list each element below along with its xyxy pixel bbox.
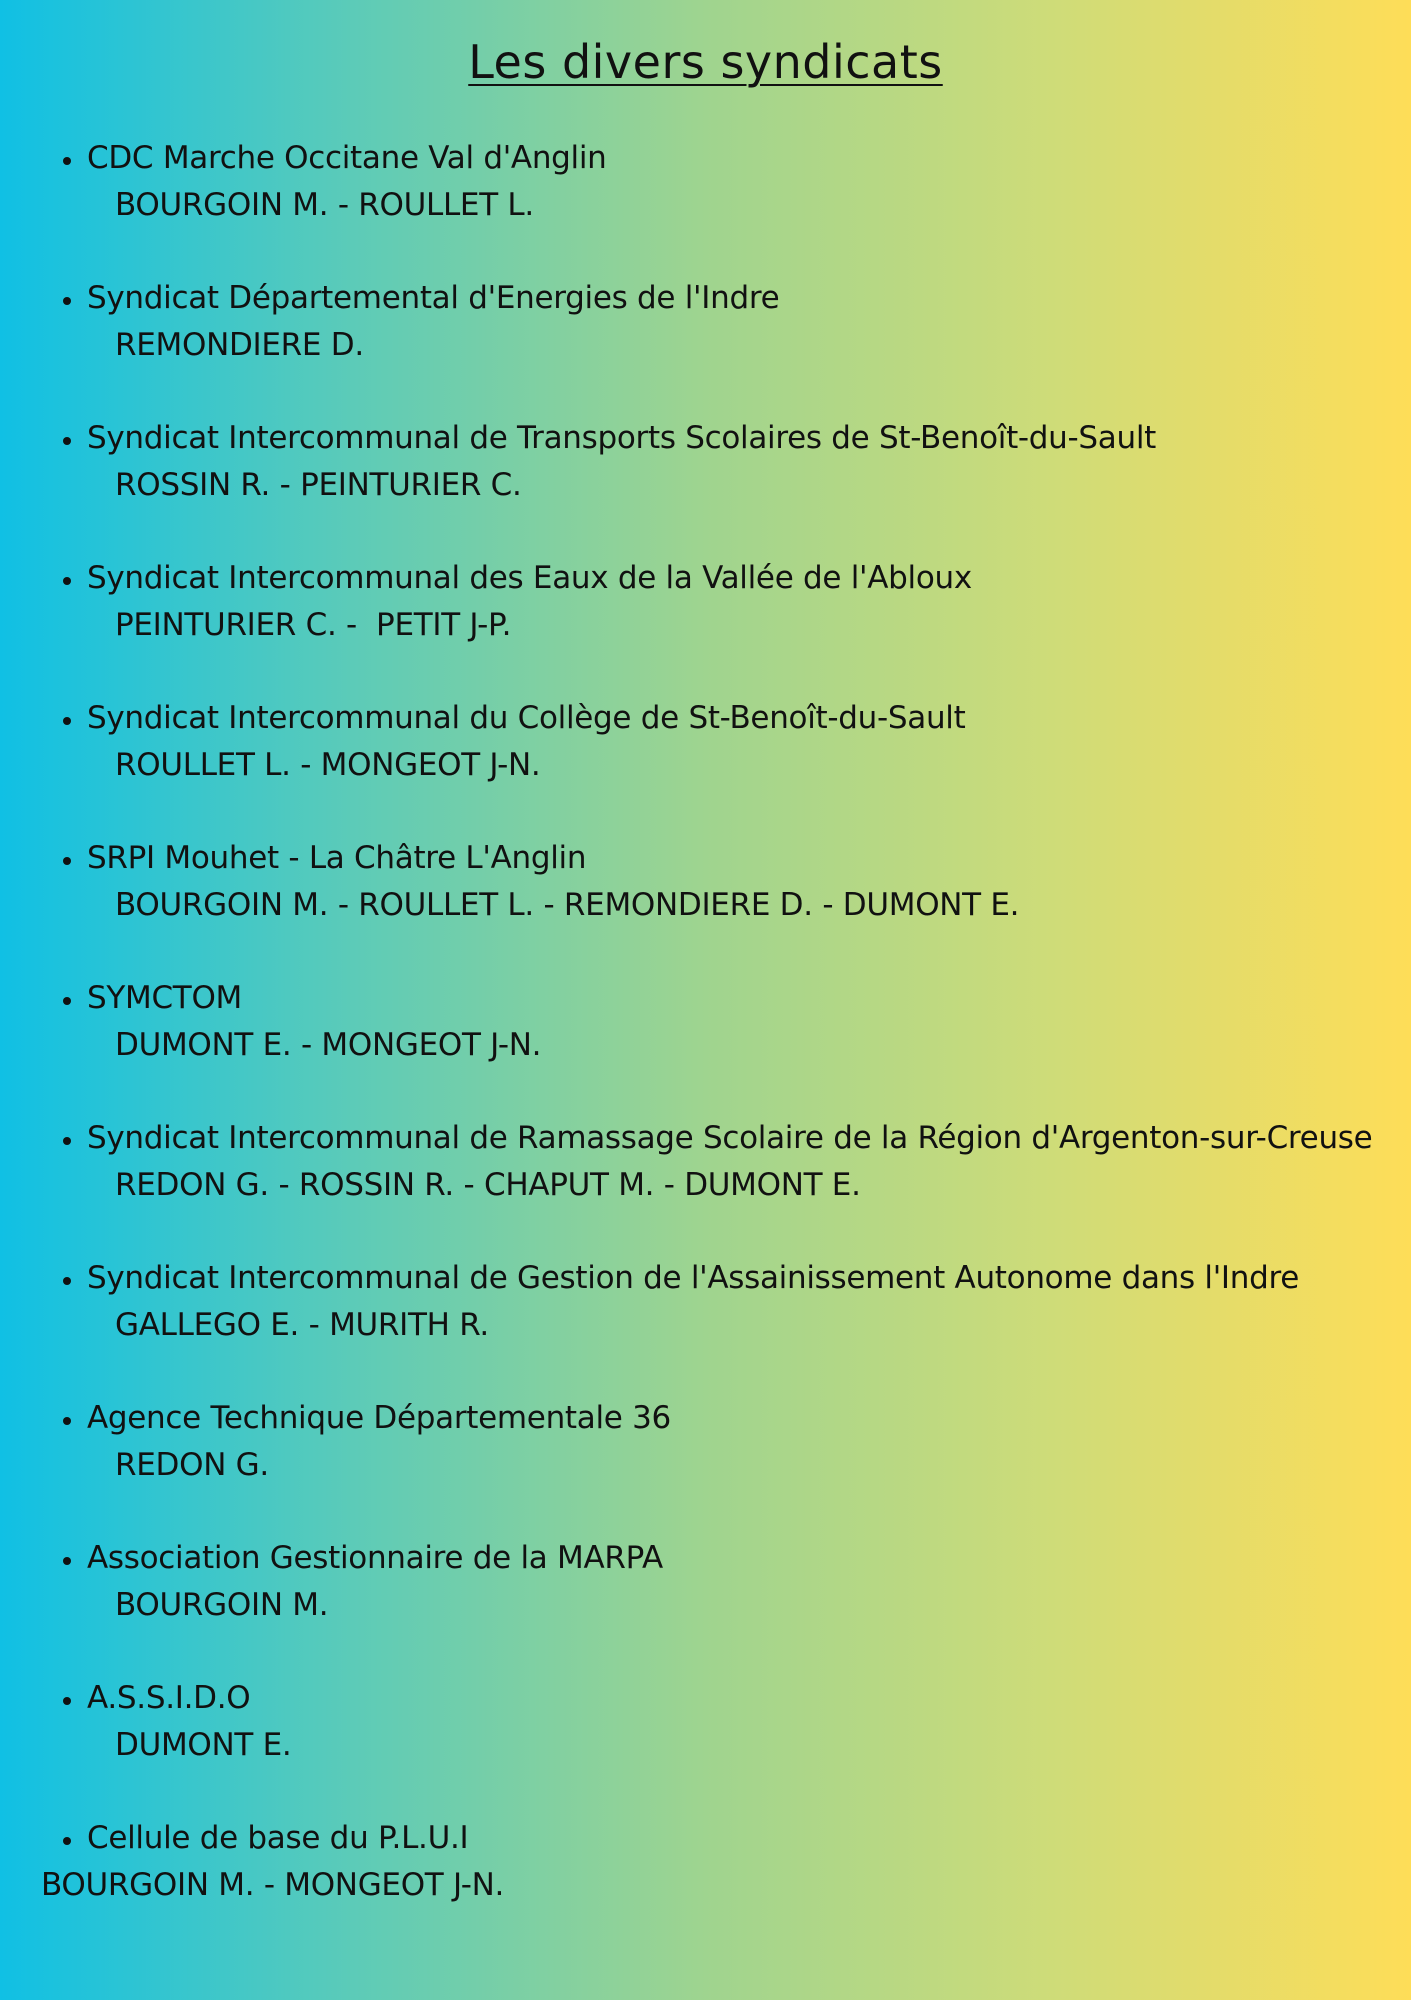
syndicat-name: SYMCTOM <box>87 980 242 1016</box>
syndicat-name: Agence Technique Départementale 36 <box>87 1400 671 1436</box>
syndicat-name: Syndicat Intercommunal du Collège de St-Benoît-du-Sault <box>87 700 966 736</box>
syndicat-members: ROSSIN R. - PEINTURIER C. <box>115 467 522 503</box>
syndicat-name: Syndicat Départemental d'Energies de l'Indre <box>87 280 780 316</box>
page-title <box>0 34 1411 90</box>
syndicat-members: REDON G. - ROSSIN R. - CHAPUT M. - DUMONT E. <box>115 1167 861 1203</box>
syndicat-members: DUMONT E. <box>115 1727 292 1763</box>
syndicat-members: GALLEGO E. - MURITH R. <box>115 1307 489 1343</box>
syndicat-members: BOURGOIN M. - ROULLET L. - REMONDIERE D. - DUMONT E. <box>115 887 1020 923</box>
syndicat-name: A.S.S.I.D.O <box>87 1680 251 1716</box>
syndicat-members: PEINTURIER C. - PETIT J-P. <box>115 607 512 643</box>
syndicat-name: Syndicat Intercommunal des Eaux de la Vallée de l'Abloux <box>87 560 972 596</box>
syndicat-name: Syndicat Intercommunal de Gestion de l'Assainissement Autonome dans l'Indre <box>87 1260 1300 1296</box>
syndicat-members: BOURGOIN M. <box>115 1587 329 1623</box>
syndicat-members: DUMONT E. - MONGEOT J-N. <box>115 1027 542 1063</box>
syndicat-name: Syndicat Intercommunal de Ramassage Scolaire de la Région d'Argenton-sur-Creuse <box>87 1120 1373 1156</box>
syndicat-members: ROULLET L. - MONGEOT J-N. <box>115 747 541 783</box>
page-title-text: Les divers syndicats <box>468 35 943 89</box>
syndicat-members: REDON G. <box>115 1447 269 1483</box>
syndicat-name: Cellule de base du P.L.U.I <box>87 1820 469 1856</box>
syndicat-name: Syndicat Intercommunal de Transports Scolaires de St-Benoît-du-Sault <box>87 420 1157 456</box>
syndicat-name: Association Gestionnaire de la MARPA <box>87 1540 663 1576</box>
syndicat-name: SRPI Mouhet - La Châtre L'Anglin <box>87 840 587 876</box>
syndicat-members: BOURGOIN M. - ROULLET L. <box>115 187 534 223</box>
syndicat-members: REMONDIERE D. <box>115 327 364 363</box>
syndicat-members: BOURGOIN M. - MONGEOT J-N. <box>41 1867 505 1903</box>
syndicat-name: CDC Marche Occitane Val d'Anglin <box>87 140 607 176</box>
